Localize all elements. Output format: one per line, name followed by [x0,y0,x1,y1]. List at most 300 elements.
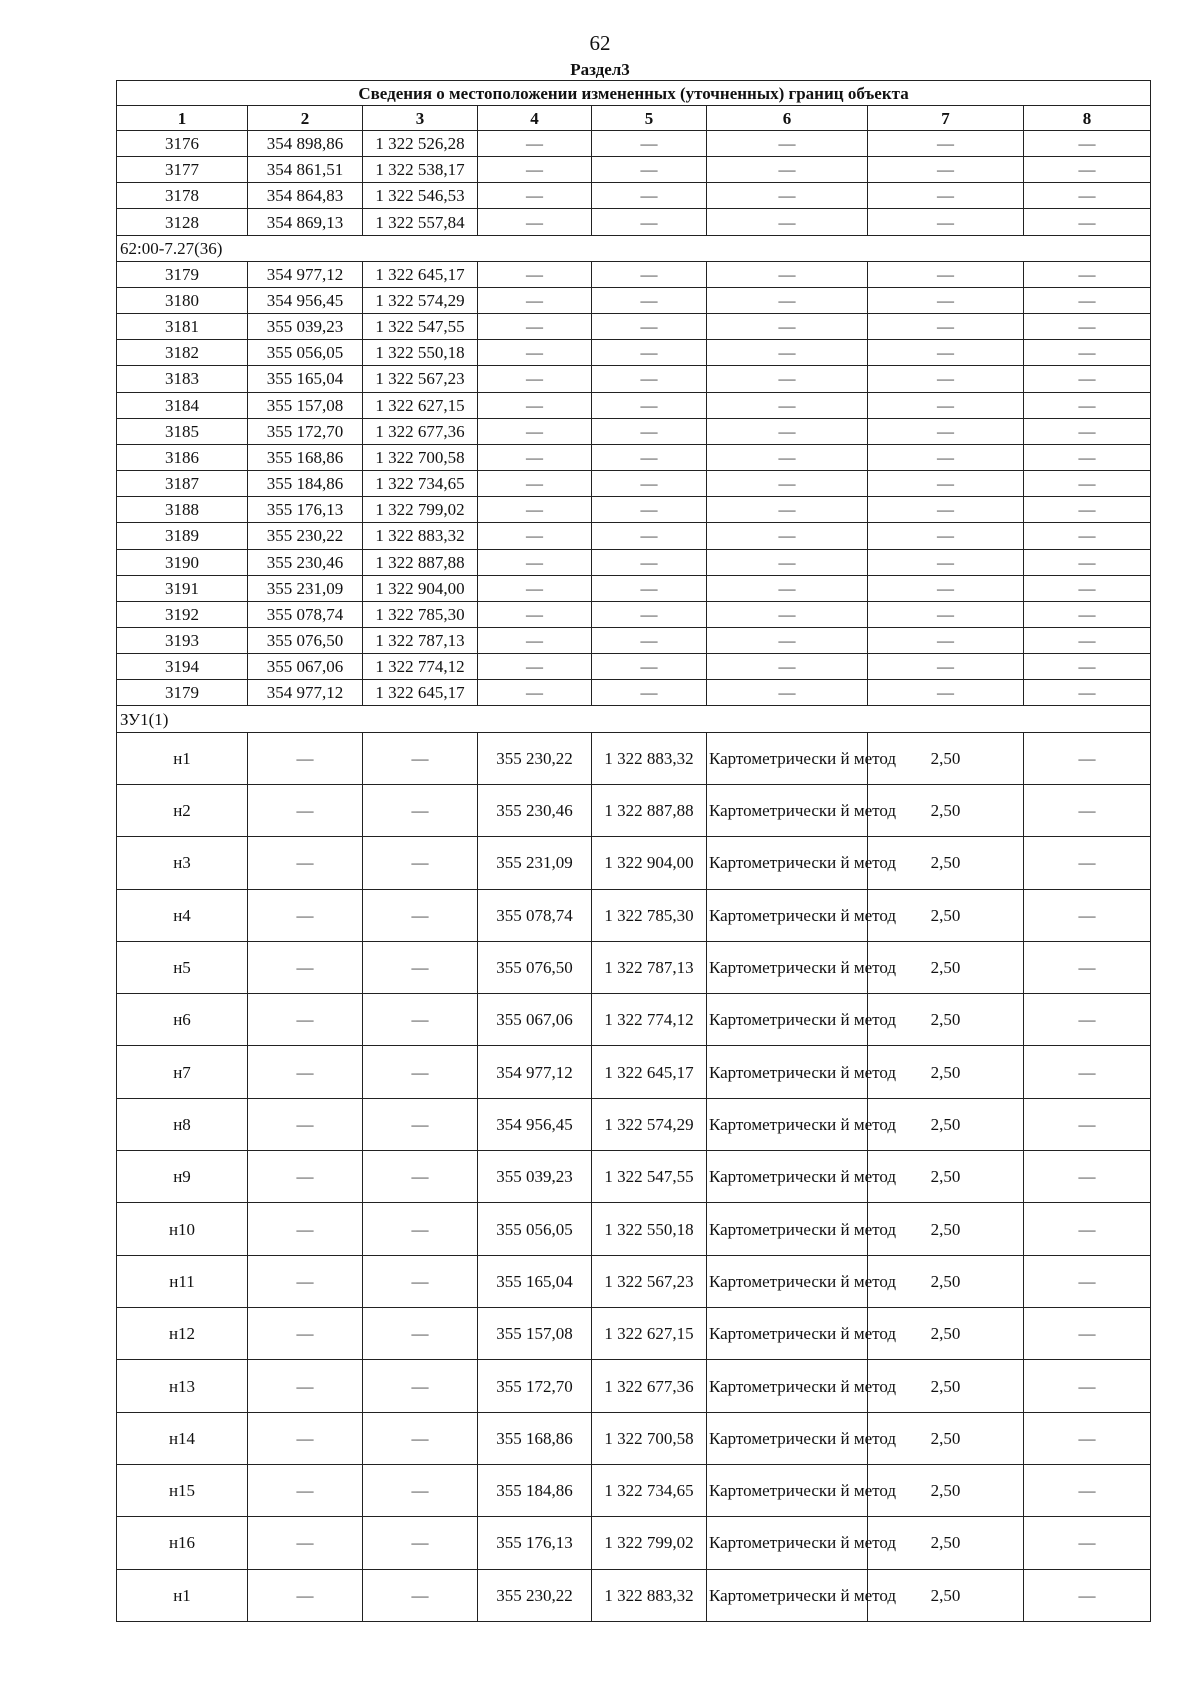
point-number: 3179 [117,680,248,706]
point-number: 3128 [117,209,248,235]
dash-cell: — [707,680,868,706]
dash-cell: — [868,366,1024,392]
method-cell: Картометрически й метод [707,732,868,784]
coordinate-y-existing: 1 322 557,84 [363,209,478,235]
coordinate-x-new: 355 157,08 [478,1308,592,1360]
column-header-row [117,106,1151,131]
dash-cell: — [478,680,592,706]
accuracy-cell: 2,50 [868,1464,1024,1516]
point-number: 3190 [117,549,248,575]
dash-cell: — [248,941,363,993]
table-row [117,549,1151,575]
coordinate-x-existing: 354 898,86 [248,131,363,157]
dash-cell: — [363,1464,478,1516]
table-row [117,418,1151,444]
method-cell: Картометрически й метод [707,1569,868,1621]
method-cell: Картометрически й метод [707,1203,868,1255]
dash-cell: — [478,627,592,653]
coordinate-x-new: 355 067,06 [478,994,592,1046]
point-number: 3192 [117,601,248,627]
table-row [117,994,1151,1046]
table-row [117,1464,1151,1516]
accuracy-cell: 2,50 [868,784,1024,836]
dash-cell: — [478,601,592,627]
dash-cell: — [592,444,707,470]
dash-cell: — [707,261,868,287]
dash-cell: — [363,941,478,993]
point-number: н16 [117,1517,248,1569]
dash-cell: — [1024,1046,1151,1098]
group-label: ЗУ1(1) [117,706,1151,732]
dash-cell: — [248,1255,363,1307]
coordinate-y-existing: 1 322 627,15 [363,392,478,418]
dash-cell: — [478,183,592,209]
point-number: н1 [117,732,248,784]
point-number: 3194 [117,654,248,680]
point-number: 3180 [117,287,248,313]
dash-cell: — [1024,1203,1151,1255]
dash-cell: — [478,471,592,497]
table-row [117,261,1151,287]
table-row [117,732,1151,784]
dash-cell: — [478,392,592,418]
dash-cell: — [478,575,592,601]
dash-cell: — [248,784,363,836]
dash-cell: — [707,497,868,523]
dash-cell: — [478,209,592,235]
method-cell: Картометрически й метод [707,889,868,941]
dash-cell: — [707,523,868,549]
coordinate-y-new: 1 322 785,30 [592,889,707,941]
dash-cell: — [363,784,478,836]
table-row [117,941,1151,993]
dash-cell: — [868,575,1024,601]
column-header: 3 [363,106,478,131]
dash-cell: — [478,444,592,470]
dash-cell: — [592,418,707,444]
method-cell: Картометрически й метод [707,1360,868,1412]
table-row [117,497,1151,523]
dash-cell: — [707,601,868,627]
coordinate-y-new: 1 322 799,02 [592,1517,707,1569]
dash-cell: — [248,889,363,941]
coordinate-y-new: 1 322 677,36 [592,1360,707,1412]
dash-cell: — [478,314,592,340]
accuracy-cell: 2,50 [868,1098,1024,1150]
dash-cell: — [707,131,868,157]
coordinate-y-existing: 1 322 550,18 [363,340,478,366]
coordinate-x-existing: 355 056,05 [248,340,363,366]
dash-cell: — [248,1098,363,1150]
dash-cell: — [1024,654,1151,680]
method-cell: Картометрически й метод [707,1046,868,1098]
dash-cell: — [1024,287,1151,313]
dash-cell: — [478,549,592,575]
coordinate-y-existing: 1 322 700,58 [363,444,478,470]
coordinate-y-existing: 1 322 883,32 [363,523,478,549]
dash-cell: — [707,287,868,313]
coordinate-y-existing: 1 322 538,17 [363,157,478,183]
dash-cell: — [592,209,707,235]
dash-cell: — [868,157,1024,183]
coordinate-x-new: 355 230,22 [478,1569,592,1621]
dash-cell: — [1024,523,1151,549]
dash-cell: — [868,497,1024,523]
coordinate-x-new: 355 176,13 [478,1517,592,1569]
table-body [117,131,1151,1622]
table-row [117,784,1151,836]
coordinate-y-new: 1 322 547,55 [592,1151,707,1203]
dash-cell: — [1024,680,1151,706]
page-number: 62 [589,31,611,55]
dash-cell: — [478,157,592,183]
dash-cell: — [1024,549,1151,575]
method-cell: Картометрически й метод [707,1412,868,1464]
accuracy-cell: 2,50 [868,1517,1024,1569]
dash-cell: — [478,523,592,549]
table-row [117,209,1151,235]
dash-cell: — [592,287,707,313]
coordinate-y-new: 1 322 883,32 [592,732,707,784]
dash-cell: — [1024,1151,1151,1203]
table-row [117,1360,1151,1412]
section-label: Раздел3 [570,60,630,79]
accuracy-cell: 2,50 [868,837,1024,889]
point-number: 3176 [117,131,248,157]
coordinate-x-existing: 355 230,22 [248,523,363,549]
dash-cell: — [592,157,707,183]
dash-cell: — [1024,994,1151,1046]
coordinate-x-existing: 355 168,86 [248,444,363,470]
accuracy-cell: 2,50 [868,1360,1024,1412]
coordinate-x-existing: 355 078,74 [248,601,363,627]
dash-cell: — [592,183,707,209]
coordinate-y-existing: 1 322 547,55 [363,314,478,340]
table-row [117,340,1151,366]
group-row [117,706,1151,732]
dash-cell: — [1024,209,1151,235]
dash-cell: — [1024,157,1151,183]
dash-cell: — [1024,941,1151,993]
coordinate-y-new: 1 322 550,18 [592,1203,707,1255]
point-number: н5 [117,941,248,993]
coordinate-y-existing: 1 322 774,12 [363,654,478,680]
coordinate-y-new: 1 322 734,65 [592,1464,707,1516]
dash-cell: — [478,131,592,157]
coordinate-y-existing: 1 322 546,53 [363,183,478,209]
table-row [117,889,1151,941]
point-number: 3185 [117,418,248,444]
dash-cell: — [592,340,707,366]
point-number: н3 [117,837,248,889]
method-cell: Картометрически й метод [707,1308,868,1360]
method-cell: Картометрически й метод [707,837,868,889]
point-number: н15 [117,1464,248,1516]
dash-cell: — [1024,131,1151,157]
accuracy-cell: 2,50 [868,1203,1024,1255]
dash-cell: — [707,366,868,392]
coordinate-x-new: 354 956,45 [478,1098,592,1150]
table-row [117,601,1151,627]
dash-cell: — [478,261,592,287]
table-row [117,157,1151,183]
dash-cell: — [1024,1360,1151,1412]
point-number: н10 [117,1203,248,1255]
coordinate-x-existing: 355 039,23 [248,314,363,340]
dash-cell: — [868,209,1024,235]
column-header: 1 [117,106,248,131]
coordinate-x-new: 355 172,70 [478,1360,592,1412]
dash-cell: — [363,994,478,1046]
point-number: н14 [117,1412,248,1464]
dash-cell: — [478,654,592,680]
coordinate-x-existing: 354 977,12 [248,680,363,706]
coordinate-x-new: 355 230,46 [478,784,592,836]
dash-cell: — [363,837,478,889]
table-row [117,131,1151,157]
point-number: 3193 [117,627,248,653]
column-header: 7 [868,106,1024,131]
table-row [117,392,1151,418]
dash-cell: — [1024,471,1151,497]
coordinate-y-new: 1 322 883,32 [592,1569,707,1621]
dash-cell: — [248,1046,363,1098]
dash-cell: — [1024,314,1151,340]
coordinate-x-new: 355 078,74 [478,889,592,941]
dash-cell: — [363,1098,478,1150]
dash-cell: — [592,523,707,549]
dash-cell: — [363,1046,478,1098]
coordinate-y-new: 1 322 700,58 [592,1412,707,1464]
coordinate-x-existing: 355 230,46 [248,549,363,575]
accuracy-cell: 2,50 [868,941,1024,993]
dash-cell: — [707,314,868,340]
coordinate-y-existing: 1 322 526,28 [363,131,478,157]
accuracy-cell: 2,50 [868,1308,1024,1360]
dash-cell: — [868,131,1024,157]
table-row [117,444,1151,470]
column-header: 8 [1024,106,1151,131]
table-row [117,1255,1151,1307]
dash-cell: — [1024,497,1151,523]
point-number: 3187 [117,471,248,497]
coordinate-x-new: 355 184,86 [478,1464,592,1516]
dash-cell: — [248,1151,363,1203]
table-row [117,1412,1151,1464]
accuracy-cell: 2,50 [868,1046,1024,1098]
dash-cell: — [592,261,707,287]
dash-cell: — [707,627,868,653]
dash-cell: — [1024,889,1151,941]
dash-cell: — [248,837,363,889]
dash-cell: — [868,549,1024,575]
point-number: 3177 [117,157,248,183]
coordinate-y-existing: 1 322 887,88 [363,549,478,575]
dash-cell: — [592,601,707,627]
dash-cell: — [868,314,1024,340]
method-cell: Картометрически й метод [707,1517,868,1569]
dash-cell: — [592,314,707,340]
dash-cell: — [707,444,868,470]
dash-cell: — [592,497,707,523]
accuracy-cell: 2,50 [868,1151,1024,1203]
coordinate-x-existing: 355 076,50 [248,627,363,653]
coordinate-y-new: 1 322 627,15 [592,1308,707,1360]
dash-cell: — [868,627,1024,653]
dash-cell: — [592,471,707,497]
dash-cell: — [478,497,592,523]
coordinate-x-new: 355 231,09 [478,837,592,889]
dash-cell: — [868,183,1024,209]
table-row [117,366,1151,392]
dash-cell: — [868,601,1024,627]
coordinate-x-new: 355 039,23 [478,1151,592,1203]
column-header: 2 [248,106,363,131]
point-number: 3184 [117,392,248,418]
dash-cell: — [1024,418,1151,444]
dash-cell: — [1024,1412,1151,1464]
dash-cell: — [707,575,868,601]
coordinate-x-new: 355 230,22 [478,732,592,784]
boundary-table [116,80,1151,1622]
coordinate-x-existing: 354 864,83 [248,183,363,209]
table-title: Сведения о местоположении измененных (уточненных) границ объекта [117,81,1151,106]
coordinate-y-existing: 1 322 785,30 [363,601,478,627]
coordinate-y-new: 1 322 887,88 [592,784,707,836]
dash-cell: — [868,392,1024,418]
dash-cell: — [707,340,868,366]
table-row [117,183,1151,209]
coordinate-x-new: 355 165,04 [478,1255,592,1307]
dash-cell: — [592,654,707,680]
dash-cell: — [363,1360,478,1412]
table-row [117,1098,1151,1150]
dash-cell: — [1024,340,1151,366]
coordinate-y-existing: 1 322 567,23 [363,366,478,392]
dash-cell: — [707,549,868,575]
dash-cell: — [868,418,1024,444]
method-cell: Картометрически й метод [707,1255,868,1307]
point-number: н11 [117,1255,248,1307]
table-row [117,523,1151,549]
point-number: 3183 [117,366,248,392]
point-number: н4 [117,889,248,941]
point-number: 3179 [117,261,248,287]
dash-cell: — [868,471,1024,497]
point-number: н8 [117,1098,248,1150]
dash-cell: — [1024,601,1151,627]
table-row [117,654,1151,680]
dash-cell: — [707,418,868,444]
dash-cell: — [1024,366,1151,392]
table-row [117,680,1151,706]
dash-cell: — [707,183,868,209]
dash-cell: — [1024,784,1151,836]
coordinate-x-existing: 355 176,13 [248,497,363,523]
dash-cell: — [1024,1255,1151,1307]
coordinate-y-existing: 1 322 734,65 [363,471,478,497]
point-number: 3191 [117,575,248,601]
dash-cell: — [363,889,478,941]
dash-cell: — [363,1203,478,1255]
dash-cell: — [363,732,478,784]
accuracy-cell: 2,50 [868,1255,1024,1307]
coordinate-y-existing: 1 322 645,17 [363,261,478,287]
table-row [117,627,1151,653]
table-row [117,1308,1151,1360]
coordinate-y-new: 1 322 574,29 [592,1098,707,1150]
coordinate-x-existing: 354 861,51 [248,157,363,183]
dash-cell: — [248,1360,363,1412]
dash-cell: — [248,1517,363,1569]
dash-cell: — [363,1308,478,1360]
dash-cell: — [707,392,868,418]
table-row [117,1517,1151,1569]
method-cell: Картометрически й метод [707,1464,868,1516]
table-row [117,1046,1151,1098]
point-number: н7 [117,1046,248,1098]
point-number: н9 [117,1151,248,1203]
dash-cell: — [248,1203,363,1255]
dash-cell: — [1024,837,1151,889]
column-header: 6 [707,106,868,131]
dash-cell: — [248,1412,363,1464]
column-header: 5 [592,106,707,131]
point-number: н6 [117,994,248,1046]
dash-cell: — [248,1308,363,1360]
dash-cell: — [363,1151,478,1203]
coordinate-y-new: 1 322 774,12 [592,994,707,1046]
dash-cell: — [478,418,592,444]
dash-cell: — [1024,1464,1151,1516]
dash-cell: — [707,157,868,183]
coordinate-x-new: 354 977,12 [478,1046,592,1098]
dash-cell: — [1024,444,1151,470]
dash-cell: — [1024,575,1151,601]
coordinate-x-existing: 355 067,06 [248,654,363,680]
dash-cell: — [592,627,707,653]
dash-cell: — [868,444,1024,470]
dash-cell: — [1024,1098,1151,1150]
dash-cell: — [707,209,868,235]
dash-cell: — [1024,261,1151,287]
coordinate-y-existing: 1 322 904,00 [363,575,478,601]
coordinate-x-existing: 354 956,45 [248,287,363,313]
point-number: 3188 [117,497,248,523]
point-number: 3181 [117,314,248,340]
table-row [117,314,1151,340]
coordinate-x-existing: 355 184,86 [248,471,363,497]
coordinate-x-existing: 355 231,09 [248,575,363,601]
dash-cell: — [248,1464,363,1516]
table-row [117,471,1151,497]
coordinate-x-existing: 355 157,08 [248,392,363,418]
dash-cell: — [1024,1308,1151,1360]
coordinate-y-new: 1 322 567,23 [592,1255,707,1307]
coordinate-x-existing: 354 977,12 [248,261,363,287]
dash-cell: — [592,575,707,601]
coordinate-x-existing: 354 869,13 [248,209,363,235]
table-row [117,575,1151,601]
point-number: н2 [117,784,248,836]
point-number: 3182 [117,340,248,366]
dash-cell: — [248,732,363,784]
coordinate-y-new: 1 322 645,17 [592,1046,707,1098]
dash-cell: — [1024,627,1151,653]
dash-cell: — [592,131,707,157]
table-row [117,1569,1151,1621]
dash-cell: — [592,392,707,418]
